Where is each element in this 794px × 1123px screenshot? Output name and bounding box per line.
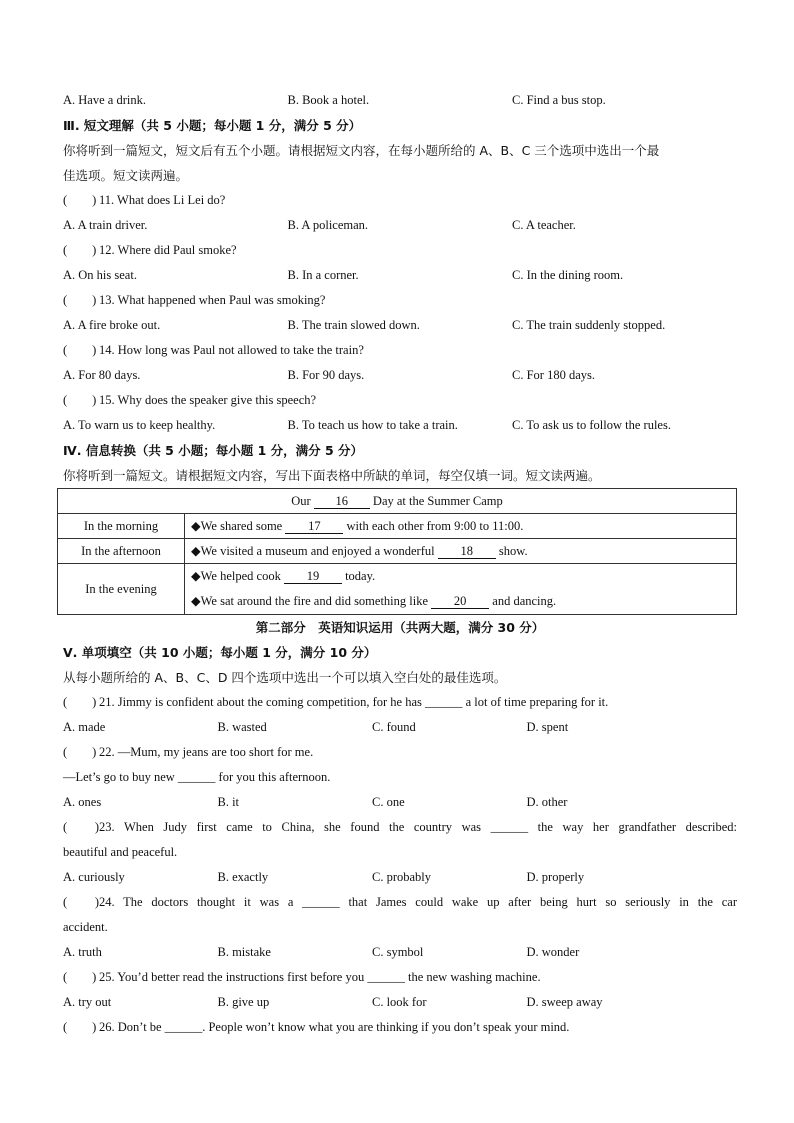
question-12	[63, 238, 737, 263]
option-d: D. properly	[526, 870, 585, 884]
option-c: C. In the dining room.	[512, 268, 624, 282]
answer-paren[interactable]: ( )	[63, 293, 97, 307]
row-afternoon: ◆We visited a museum and enjoyed a wonderful 18 show.	[185, 539, 737, 564]
option-d: D. spent	[526, 720, 569, 734]
part-2-heading: 第二部分 英语知识运用（共两大题，满分 30 分）	[255, 620, 545, 635]
option-b: B. The train slowed down.	[287, 318, 420, 332]
question-26	[63, 1015, 737, 1040]
option-b: B. In a corner.	[287, 268, 359, 282]
question-stem: 22. —Mum, my jeans are too short for me.	[99, 745, 314, 759]
question-stem: 14. How long was Paul not allowed to take the train?	[99, 343, 364, 357]
answer-paren[interactable]: ( )	[63, 193, 97, 207]
answer-paren[interactable]: ( )	[63, 243, 97, 257]
q10-options	[63, 88, 737, 113]
question-23	[63, 815, 737, 840]
option-a: A. ones	[63, 795, 102, 809]
section-3-instruction-line2: 佳选项。短文读两遍。	[63, 168, 189, 183]
option-b: B. For 90 days.	[287, 368, 365, 382]
option-a: A. For 80 days.	[63, 368, 141, 382]
option-a: A. A fire broke out.	[63, 318, 161, 332]
row-label-morning: In the morning	[58, 514, 185, 539]
option-c: C. symbol	[372, 945, 424, 959]
option-c: C. The train suddenly stopped.	[512, 318, 666, 332]
option-c: C. probably	[372, 870, 432, 884]
section-4-instruction: 你将听到一篇短文。请根据短文内容，写出下面表格中所缺的单词，每空仅填一词。短文读两遍。	[63, 468, 601, 483]
question-11	[63, 188, 737, 213]
answer-paren[interactable]: ( )	[63, 745, 97, 759]
question-stem: 26. Don’t be ______. People won’t know what you are thinking if you don’t speak your mind.	[99, 1020, 570, 1034]
question-21	[63, 690, 737, 715]
question-stem: 24. The doctors thought it was a ______ that James could wake up after being hurt so seriously in the car	[99, 895, 737, 909]
option-c: C. one	[372, 795, 405, 809]
blank-19[interactable]: 19	[284, 569, 342, 584]
question-22	[63, 740, 737, 765]
blank-20[interactable]: 20	[431, 594, 489, 609]
option-c: C. A teacher.	[512, 218, 576, 232]
answer-paren[interactable]: ( )	[63, 1020, 97, 1034]
question-11-options	[63, 213, 737, 238]
question-15	[63, 388, 737, 413]
answer-paren[interactable]: ( )	[63, 820, 99, 834]
question-stem: 13. What happened when Paul was smoking?	[99, 293, 326, 307]
table-title: Our 16 Day at the Summer Camp	[58, 489, 737, 514]
question-23-options	[63, 865, 737, 890]
option-a: A. On his seat.	[63, 268, 137, 282]
option-c: C. found	[372, 720, 416, 734]
option-a: A. A train driver.	[63, 218, 148, 232]
option-b: B. A policeman.	[287, 218, 369, 232]
option-c: C. Find a bus stop.	[512, 93, 606, 107]
section-5-heading: Ⅴ. 单项填空（共 10 小题；每小题 1 分，满分 10 分）	[63, 645, 377, 660]
question-13-options	[63, 313, 737, 338]
option-a: A. Have a drink.	[63, 93, 146, 107]
question-13	[63, 288, 737, 313]
option-a: A. truth	[63, 945, 102, 959]
option-d: D. sweep away	[526, 995, 603, 1009]
blank-17[interactable]: 17	[285, 519, 343, 534]
question-24	[63, 890, 737, 915]
option-c: C. To ask us to follow the rules.	[512, 418, 671, 432]
question-24-continued: accident.	[63, 920, 108, 934]
question-14	[63, 338, 737, 363]
info-table	[57, 488, 737, 615]
question-stem: 15. Why does the speaker give this speech?	[99, 393, 317, 407]
question-15-options	[63, 413, 737, 438]
option-b: B. To teach us how to take a train.	[287, 418, 458, 432]
option-a: A. curiously	[63, 870, 125, 884]
blank-18[interactable]: 18	[438, 544, 496, 559]
option-b: B. mistake	[217, 945, 271, 959]
row-label-afternoon: In the afternoon	[58, 539, 185, 564]
answer-paren[interactable]: ( )	[63, 895, 99, 909]
row-morning: ◆We shared some 17 with each other from 9:00 to 11:00.	[185, 514, 737, 539]
question-stem: 21. Jimmy is confident about the coming competition, for he has ______ a lot of time preparing for it.	[99, 695, 609, 709]
row-evening: ◆We helped cook 19 today. ◆We sat around the fire and did something like 20 and dancing.	[185, 564, 737, 615]
option-a: A. made	[63, 720, 106, 734]
question-24-options	[63, 940, 737, 965]
question-25-options	[63, 990, 737, 1015]
question-22-reply: —Let’s go to buy new ______ for you this afternoon.	[63, 770, 331, 784]
option-b: B. it	[217, 795, 240, 809]
option-b: B. exactly	[217, 870, 269, 884]
option-a: A. try out	[63, 995, 112, 1009]
question-14-options	[63, 363, 737, 388]
blank-16[interactable]: 16	[314, 494, 370, 509]
section-5-instruction: 从每小题所给的 A、B、C、D 四个选项中选出一个可以填入空白处的最佳选项。	[63, 670, 507, 685]
option-b: B. wasted	[217, 720, 267, 734]
section-3-instruction-line1: 你将听到一篇短文，短文后有五个小题。请根据短文内容，在每小题所给的 A、B、C 三个选项中选出一个最	[63, 143, 660, 158]
exam-page	[63, 88, 737, 1040]
option-b: B. Book a hotel.	[287, 93, 370, 107]
section-3-heading: Ⅲ. 短文理解（共 5 小题；每小题 1 分，满分 5 分）	[63, 118, 362, 133]
answer-paren[interactable]: ( )	[63, 343, 97, 357]
question-stem: 11. What does Li Lei do?	[99, 193, 226, 207]
answer-paren[interactable]: ( )	[63, 970, 97, 984]
question-22-options	[63, 790, 737, 815]
option-a: A. To warn us to keep healthy.	[63, 418, 216, 432]
question-25	[63, 965, 737, 990]
question-stem: 12. Where did Paul smoke?	[99, 243, 237, 257]
section-4-heading: Ⅳ. 信息转换（共 5 小题；每小题 1 分，满分 5 分）	[63, 443, 364, 458]
row-label-evening: In the evening	[58, 564, 185, 615]
question-21-options	[63, 715, 737, 740]
option-c: C. For 180 days.	[512, 368, 595, 382]
answer-paren[interactable]: ( )	[63, 695, 97, 709]
option-b: B. give up	[217, 995, 270, 1009]
option-d: D. other	[526, 795, 568, 809]
question-stem: 23. When Judy first came to China, she found the country was ______ the way her grandfather described:	[99, 820, 737, 834]
question-stem: 25. You’d better read the instructions first before you ______ the new washing machine.	[99, 970, 541, 984]
question-12-options	[63, 263, 737, 288]
option-c: C. look for	[372, 995, 427, 1009]
option-d: D. wonder	[526, 945, 580, 959]
answer-paren[interactable]: ( )	[63, 393, 97, 407]
question-23-continued: beautiful and peaceful.	[63, 845, 178, 859]
